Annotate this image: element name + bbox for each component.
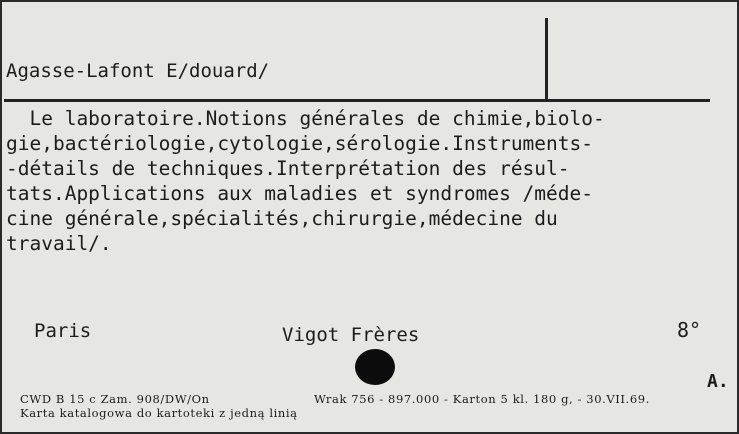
punch-hole <box>355 349 395 385</box>
publisher: Vigot Frères <box>282 324 420 346</box>
card-type-label: Karta katalogowa do kartoteki z jedną linią <box>20 406 298 420</box>
print-run: Wrak 756 - 897.000 - Karton 5 kl. 180 g, - 30.VII.69. <box>314 392 650 406</box>
author-heading: Agasse-Lafont E/douard/ <box>6 60 270 82</box>
shelf-mark: A. <box>707 371 729 392</box>
description-line: -détails de techniques.Interprétation des résul- <box>6 157 570 180</box>
horizontal-divider <box>4 99 710 102</box>
description <box>6 106 739 256</box>
printer-code: CWD B 15 c Zam. 908/DW/On <box>20 392 210 406</box>
description-line: tats.Applications aux maladies et syndromes /méde- <box>6 182 593 205</box>
description-line: Le laboratoire.Notions générales de chimie,biolo- <box>6 107 605 130</box>
format: 8° <box>677 318 702 342</box>
printer-imprint <box>20 392 650 406</box>
vertical-divider <box>545 18 548 100</box>
description-line: travail/. <box>6 232 112 255</box>
description-line: gie,bactériologie,cytologie,sérologie.Instruments- <box>6 132 593 155</box>
description-line: cine générale,spécialités,chirurgie,médecine du <box>6 207 558 230</box>
publication-place: Paris <box>34 320 92 342</box>
